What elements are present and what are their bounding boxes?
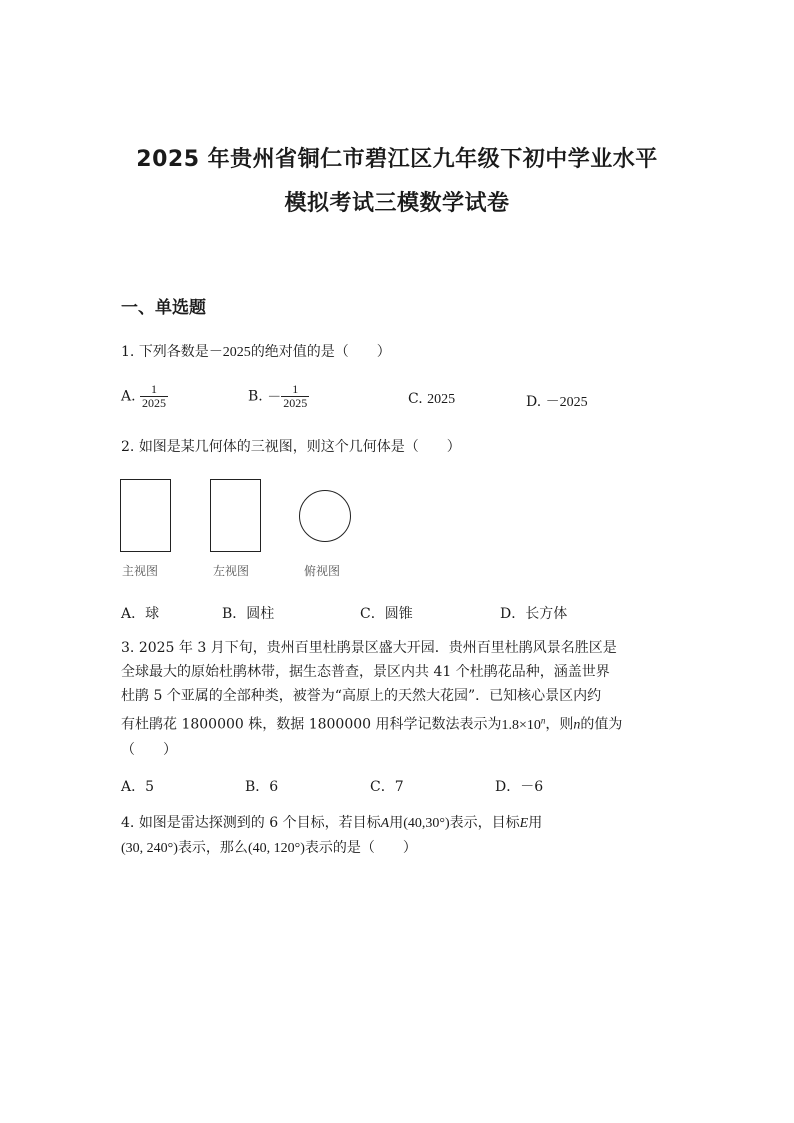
question-text: 表示的是（ ） [304,840,417,856]
coordinate: (30, 240°) [121,841,178,856]
caption-front-view: 主视图 [122,564,159,578]
question-text: 用 [389,815,404,831]
option-label: D. [526,394,542,410]
question-number: 1. [121,344,135,360]
option-a: A．球 [121,606,160,622]
question-text: 的值为 [580,716,623,733]
question-text: 用 [528,815,543,831]
question-line [121,811,681,836]
coordinate: (40,30°) [403,816,450,831]
option-value: 2025 [427,392,456,407]
left-view-rectangle [210,479,261,552]
scientific-notation [501,715,546,733]
option-c: C．7 [370,779,404,795]
option-a: A．5 [121,779,155,795]
option-d [526,391,588,411]
option-value: －2025 [545,395,588,410]
question-text: 有杜鹃花 1800000 株，数据 1800000 用科学记数法表示为 [121,716,502,733]
question-text: 如图是某几何体的三视图，则这个几何体是（ ） [138,439,461,455]
option-b: B．6 [245,779,279,795]
question-text: 的绝对值的是（ ） [250,344,391,360]
option-label: A. [121,388,136,405]
question-text: ，则 [545,716,574,733]
math-exponent: n [540,715,546,725]
question-text: 表示，目标 [449,815,520,831]
question-4 [121,811,681,861]
question-text: 表示，那么 [177,840,248,856]
math-value: －2025 [208,345,251,360]
math-base: 1.8×10 [501,717,541,733]
fraction [140,383,168,410]
question-line: 全球最大的原始杜鹃林带，据生态普查，景区内共 41 个杜鹃花品种，涵盖世界 [121,664,610,680]
question-3 [121,636,681,762]
numerator: 1 [281,383,309,397]
variable-e: E [519,816,529,831]
question-text: 下列各数是 [138,344,209,360]
variable-a: A [380,816,390,831]
option-d: D．长方体 [500,606,568,622]
exam-title-line2: 模拟考试三模数学试卷 [284,191,510,216]
option-a [121,383,168,410]
question-number: 3. [121,640,135,656]
question-text: 如图是雷达探测到的 6 个目标，若目标 [138,815,381,831]
denominator: 2025 [142,396,167,410]
fraction [281,383,309,410]
top-view-circle [299,490,351,542]
option-b [248,383,309,410]
option-c [408,391,455,408]
question-1 [121,340,681,365]
option-label: C. [408,391,423,407]
section-heading: 一、单选题 [121,298,206,318]
caption-top-view: 俯视图 [304,564,341,578]
denominator: 2025 [283,396,308,410]
caption-left-view: 左视图 [213,564,250,578]
minus-sign: － [267,390,282,406]
question-number: 2. [121,439,135,455]
question-2 [121,435,681,459]
option-c: C．圆锥 [360,606,413,622]
question-text: 2025 年 3 月下旬，贵州百里杜鹃景区盛大开园．贵州百里杜鹃风景名胜区是 [138,640,617,656]
question-line [121,836,681,861]
variable-n: n [573,717,581,733]
option-d: D．－6 [495,779,544,795]
question-number: 4. [121,815,135,831]
question-line: （ ） [121,741,177,758]
front-view-rectangle [120,479,171,552]
option-label: B. [248,388,263,405]
question-line [121,636,681,660]
option-b: B．圆柱 [222,606,275,622]
numerator: 1 [140,383,168,397]
question-line [121,708,681,738]
question-line: 杜鹃 5 个亚属的全部种类，被誉为“高原上的天然大花园”．已知核心景区内约 [121,688,602,704]
coordinate: (40, 120°) [247,841,305,856]
exam-title-line1: 2025 年贵州省铜仁市碧江区九年级下初中学业水平 [136,147,658,172]
